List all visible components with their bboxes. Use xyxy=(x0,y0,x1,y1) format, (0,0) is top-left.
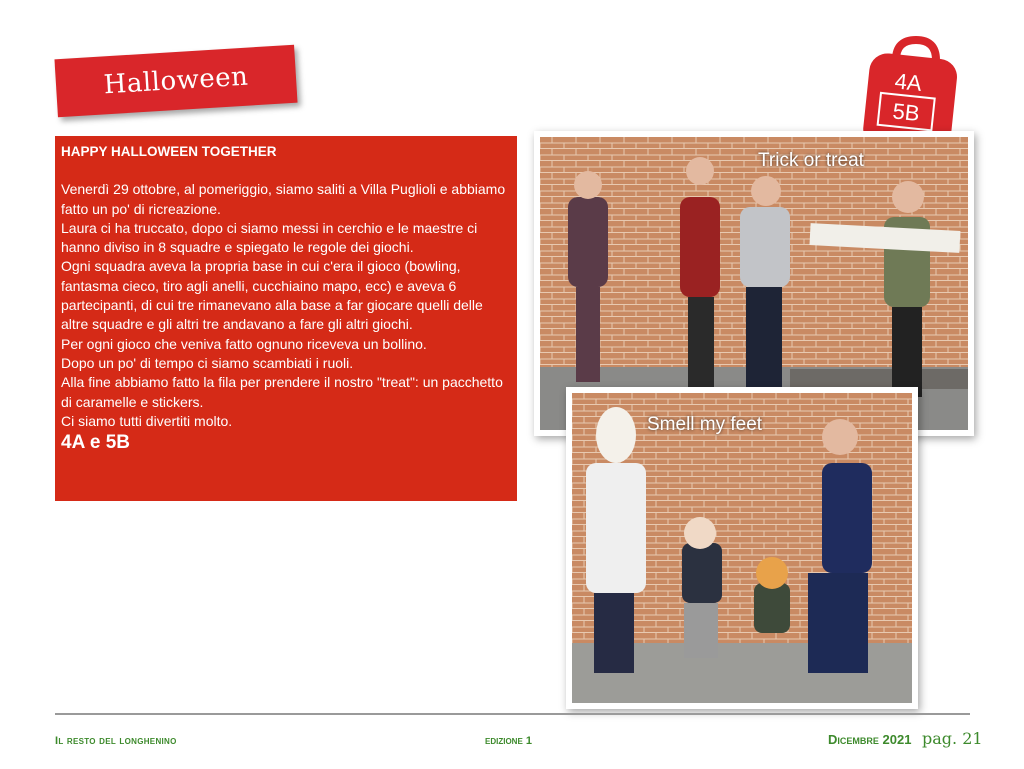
article-heading: HAPPY HALLOWEEN TOGETHER xyxy=(61,144,277,159)
section-title-banner xyxy=(54,45,297,118)
footer-publication: Il resto del longhenino xyxy=(55,735,177,747)
photo-2-caption: Smell my feet xyxy=(647,414,763,435)
article-paragraph: Ogni squadra aveva la propria base in cui c'era il gioco (bowling, fantasma cieco, tiro agli anelli, cucchiaino mapo, ecc) e aveva 6 partecipanti, di cui tre rimanevano alla base a far giocare quelli delle altre squadre e gli altri tre andavano a fare gli altri giochi. xyxy=(61,258,483,333)
article-paragraph: Per ogni gioco che veniva fatto ognuno riceveva un bollino. xyxy=(61,335,427,352)
article-signature: 4A e 5B xyxy=(61,432,130,454)
footer-date: Dicembre 2021 xyxy=(828,732,912,747)
badge-line-1: 4A xyxy=(893,68,923,97)
photo-2-image xyxy=(572,393,912,703)
photo-1-caption: Trick or treat xyxy=(758,150,864,171)
article-paragraph: Laura ci ha truccato, dopo ci siamo messi in cerchio e le maestre ci hanno diviso in 8 squadre e spiegato le regole dei giochi. xyxy=(61,219,478,256)
footer-edition: edizione 1 xyxy=(485,735,532,747)
article-paragraph: Alla fine abbiamo fatto la fila per prendere il nostro "treat": un pacchetto di caramelle e stickers. xyxy=(61,374,503,410)
article-paragraph: Venerdì 29 ottobre, al pomeriggio, siamo saliti a Villa Puglioli e abbiamo fatto un po' di ricreazione. xyxy=(61,181,506,217)
footer-divider xyxy=(55,713,970,715)
footer-page-number: pag. 21 xyxy=(922,729,983,748)
section-title: Halloween xyxy=(102,61,250,101)
article-paragraph: Ci siamo tutti divertiti molto. xyxy=(61,412,233,429)
badge-line-2: 5B xyxy=(891,98,921,126)
article-box xyxy=(55,136,517,501)
article-paragraph: Dopo un po' di tempo ci siamo scambiati i ruoli. xyxy=(61,354,354,371)
